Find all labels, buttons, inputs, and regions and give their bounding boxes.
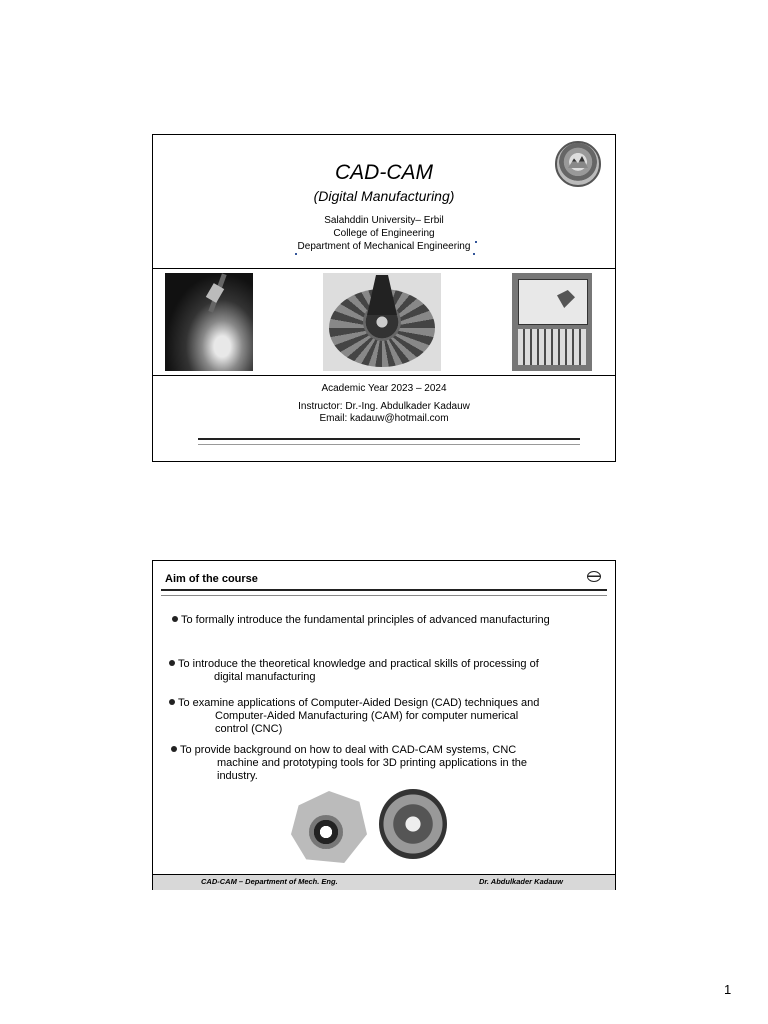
department-name: Department of Mechanical Engineering	[297, 241, 471, 252]
cnc-control-panel-photo	[512, 273, 592, 371]
aim-line: digital manufacturing	[214, 671, 316, 683]
divider-rule	[198, 438, 580, 445]
aim-line: Computer-Aided Manufacturing (CAM) for computer numerical	[215, 710, 519, 722]
slide-heading: Aim of the course	[165, 573, 258, 585]
aim-line: To provide background on how to deal with CAD-CAM systems, CNC	[180, 744, 517, 756]
slide-logo-icon	[587, 571, 601, 582]
course-title: CAD-CAM	[335, 161, 433, 184]
aim-line: control (CNC)	[215, 723, 283, 735]
footer-author: Dr. Abdulkader Kadauw	[479, 877, 563, 886]
aim-line: machine and prototyping tools for 3D printing applications in the	[217, 757, 528, 769]
bullet-icon	[169, 699, 175, 705]
slide-footer	[153, 874, 615, 890]
aim-line: To introduce the theoretical knowledge and practical skills of processing of	[178, 658, 539, 670]
aim-line: industry.	[217, 770, 258, 782]
turbine-part-photo	[323, 273, 441, 371]
course-info	[153, 376, 615, 462]
page-number: 1	[724, 982, 732, 997]
instructor-email: Email: kadauw@hotmail.com	[319, 413, 449, 424]
title-header	[153, 135, 615, 269]
slide-title	[152, 134, 616, 462]
decorative-dot	[475, 241, 477, 243]
course-subtitle: (Digital Manufacturing)	[313, 188, 455, 204]
academic-year: Academic Year 2023 – 2024	[321, 383, 447, 394]
aim-line: To examine applications of Computer-Aided Design (CAD) techniques and	[178, 697, 540, 709]
aim-bullet	[171, 744, 527, 783]
heading-rule	[161, 589, 607, 596]
bullet-icon	[169, 660, 175, 666]
college-name: College of Engineering	[333, 228, 435, 239]
aim-bullet	[172, 614, 550, 627]
machining-photo	[165, 273, 253, 371]
decorative-dot	[295, 253, 297, 255]
university-seal-logo	[555, 141, 601, 187]
bullet-icon	[172, 616, 178, 622]
institution-block	[153, 214, 615, 253]
slide-aims	[152, 560, 616, 890]
decorative-dot	[473, 253, 475, 255]
instructor-name: Instructor: Dr.-Ing. Abdulkader Kadauw	[298, 401, 470, 412]
aim-bullet	[169, 658, 539, 684]
bullet-icon	[171, 746, 177, 752]
aim-bullet	[169, 697, 539, 736]
aim-line: To formally introduce the fundamental principles of advanced manufacturing	[181, 614, 550, 626]
footer-course: CAD-CAM – Department of Mech. Eng.	[201, 877, 338, 886]
image-strip	[153, 268, 615, 376]
university-name: Salahddin University– Erbil	[324, 215, 444, 226]
lathe-chucks-photo	[291, 787, 451, 867]
